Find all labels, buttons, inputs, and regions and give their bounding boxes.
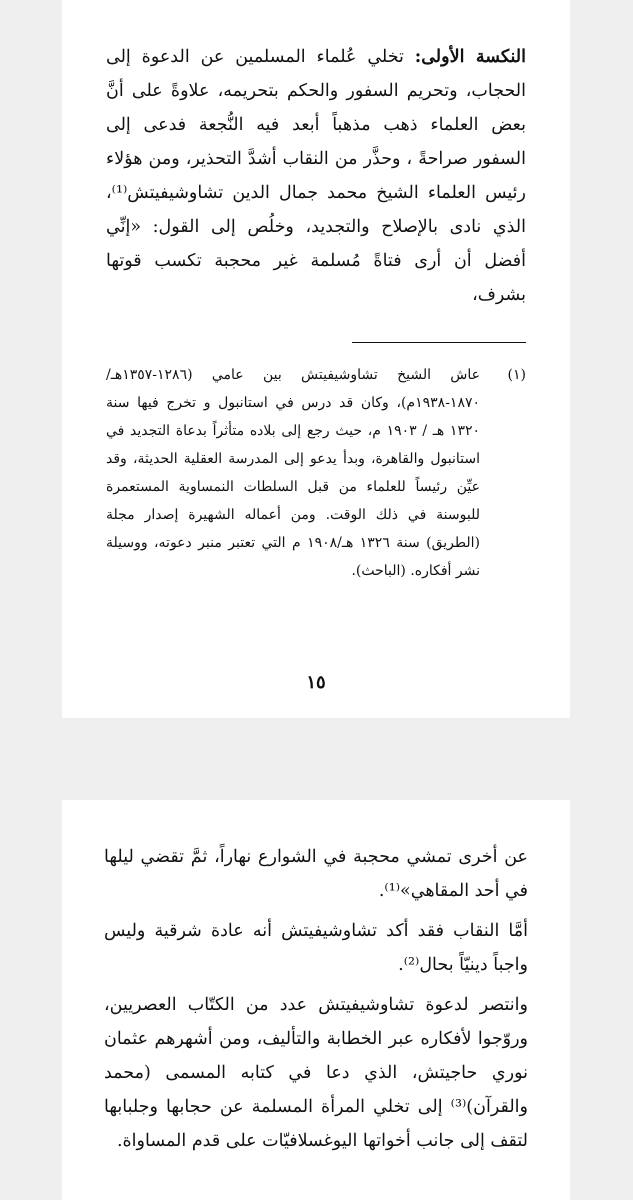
main-paragraph [106, 40, 526, 312]
footnote-separator [352, 342, 526, 343]
paragraph-supporters: وانتصر لدعوة تشاوشيفيتش عدد من الكتّاب العصريين، وروّجوا لأفكاره عبر الخطابة والتأليف، ومن أشهرهم عثمان نوري حاجيتش، الذي دعا في كتابه المسمى (محمد والقرآن)⁽³⁾ إلى تخلي المرأة المسلمة عن حجابها وجلبابها لتقف إلى جانب أخواتها اليوغسلافيّات على قدم المساواة. [104, 995, 528, 1151]
book-page-upper [62, 0, 570, 718]
footnote-text: عاش الشيخ تشاوشيفيتش بين عامي (١٢٨٦-١٣٥٧هـ/ ١٨٧٠-١٩٣٨م)، وكان قد درس في استانبول و تخرج فيها سنة ١٣٢٠ هـ / ١٩٠٣ م، حيث رجع إلى بلاده متأثراً بدعاة التجديد في استانبول والقاهرة، وبدأ يدعو إلى المدرسة العقلية الحديثة، وقد عيِّن رئيساً للعلماء من قبل السلطات النمساوية المستعمرة للبوسنة في ذلك الوقت. ومن أعماله الشهيرة إصدار مجلة (الطريق) سنة ١٣٢٦ هـ/١٩٠٨ م التي تعتبر منبر دعوته، ووسيلة نشر أفكاره. (الباحث). [106, 367, 480, 579]
page-number: ١٥ [306, 672, 326, 693]
paragraph-niqab: أمَّا النقاب فقد أكد تشاوشيفيتش أنه عادة شرقية وليس واجباً دينيّاً بحال⁽²⁾. [104, 921, 528, 975]
book-page-lower [62, 800, 570, 1200]
paragraph-heading: النكسة الأولى: [414, 47, 526, 67]
footnote-number: (١) [507, 367, 526, 383]
paragraph-body: تخلي عُلماء المسلمين عن الدعوة إلى الحجاب، وتحريم السفور والحكم بتحريمه، علاوةً على أنَّ بعض العلماء ذهب مذهباً أبعد فيه النُّجعة فدعى إلى السفور صراحةً ، وحذَّر من النقاب أشدَّ التحذير، ومن هؤلاء رئيس العلماء الشيخ محمد جمال الدين تشاوشيفيتش⁽¹⁾، الذي نادى بالإصلاح والتجديد، وخلُص إلى القول: «إنِّي أفضل أن أرى فتاةً مُسلمة غير محجبة تكسب قوتها بشرف، [106, 47, 526, 305]
footnote [106, 361, 526, 585]
paragraph-continuation: عن أخرى تمشي محجبة في الشوارع نهاراً، ثمَّ تقضي ليلها في أحد المقاهي»⁽¹⁾. [104, 847, 528, 901]
